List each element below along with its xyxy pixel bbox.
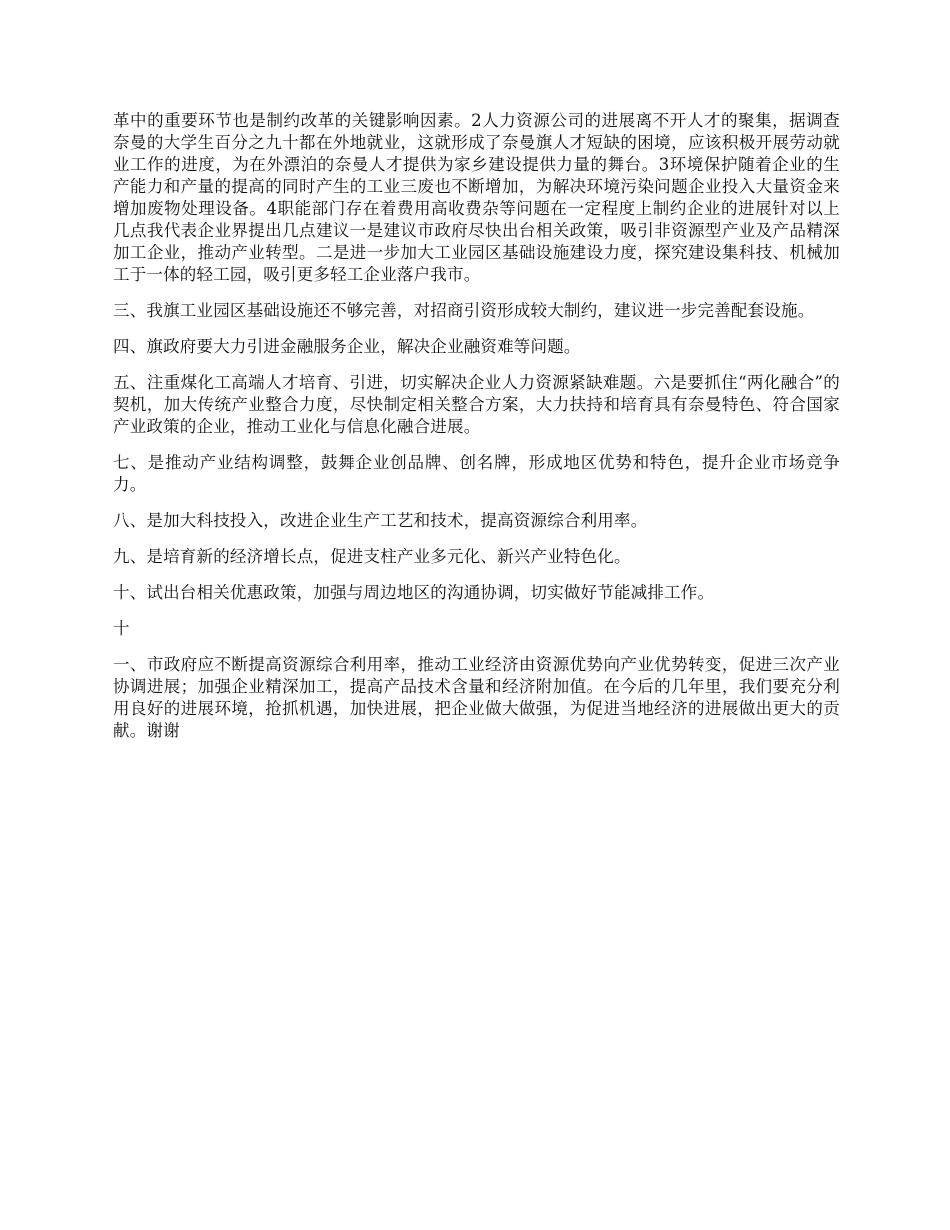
document-body xyxy=(113,110,840,742)
paragraph-10: 一、市政府应不断提高资源综合利用率，推动工业经济由资源优势向产业优势转变，促进三次产业协调进展；加强企业精深加工，提高产品技术含量和经济附加值。在今后的几年里，我们要充分利用良好的进展环境，抢抓机遇，加快进展，把企业做大做强，为促进当地经济的进展做出更大的贡献。谢谢 xyxy=(113,655,840,740)
paragraph-7: 九、是培育新的经济增长点，促进支柱产业多元化、新兴产业特色化。 xyxy=(113,547,631,566)
paragraph-5: 七、是推动产业结构调整，鼓舞企业创品牌、创名牌，形成地区优势和特色，提升企业市场竞争力。 xyxy=(113,453,840,494)
paragraph-1: 革中的重要环节也是制约改革的关键影响因素。2人力资源公司的进展离不开人才的聚集，据调查奈曼的大学生百分之九十都在外地就业，这就形成了奈曼旗人才短缺的困境，应该积极开展劳动就业工作的进度，为在外漂泊的奈曼人才提供为家乡建设提供力量的舞台。3环境保护随着企业的生产能力和产量的提高的同时产生的工业三废也不断增加，为解决环境污染问题企业投入大量资金来增加废物处理设备。4职能部门存在着费用高收费杂等问题在一定程度上制约企业的进展针对以上几点我代表企业界提出几点建议一是建议市政府尽快出台相关政策，吸引非资源型产业及产品精深加工企业，推动产业转型。二是进一步加大工业园区基础设施建设力度，探究建设集科技、机械加工于一体的轻工园，吸引更多轻工企业落户我市。 xyxy=(113,111,840,284)
paragraph-6: 八、是加大科技投入，改进企业生产工艺和技术，提高资源综合利用率。 xyxy=(113,511,648,530)
paragraph-4: 五、注重煤化工高端人才培育、引进，切实解决企业人力资源紧缺难题。六是要抓住“两化融合”的契机，加大传统产业整合力度，尽快制定相关整合方案，大力扶持和培育具有奈曼特色、符合国家产业政策的企业，推动工业化与信息化融合进展。 xyxy=(113,373,840,436)
paragraph-9: 十 xyxy=(113,619,130,638)
paragraph-3: 四、旗政府要大力引进金融服务企业，解决企业融资难等问题。 xyxy=(113,337,581,356)
paragraph-8: 十、试出台相关优惠政策，加强与周边地区的沟通协调，切实做好节能减排工作。 xyxy=(113,583,715,602)
paragraph-2: 三、我旗工业园区基础设施还不够完善，对招商引资形成较大制约，建议进一步完善配套设施。 xyxy=(113,301,815,320)
